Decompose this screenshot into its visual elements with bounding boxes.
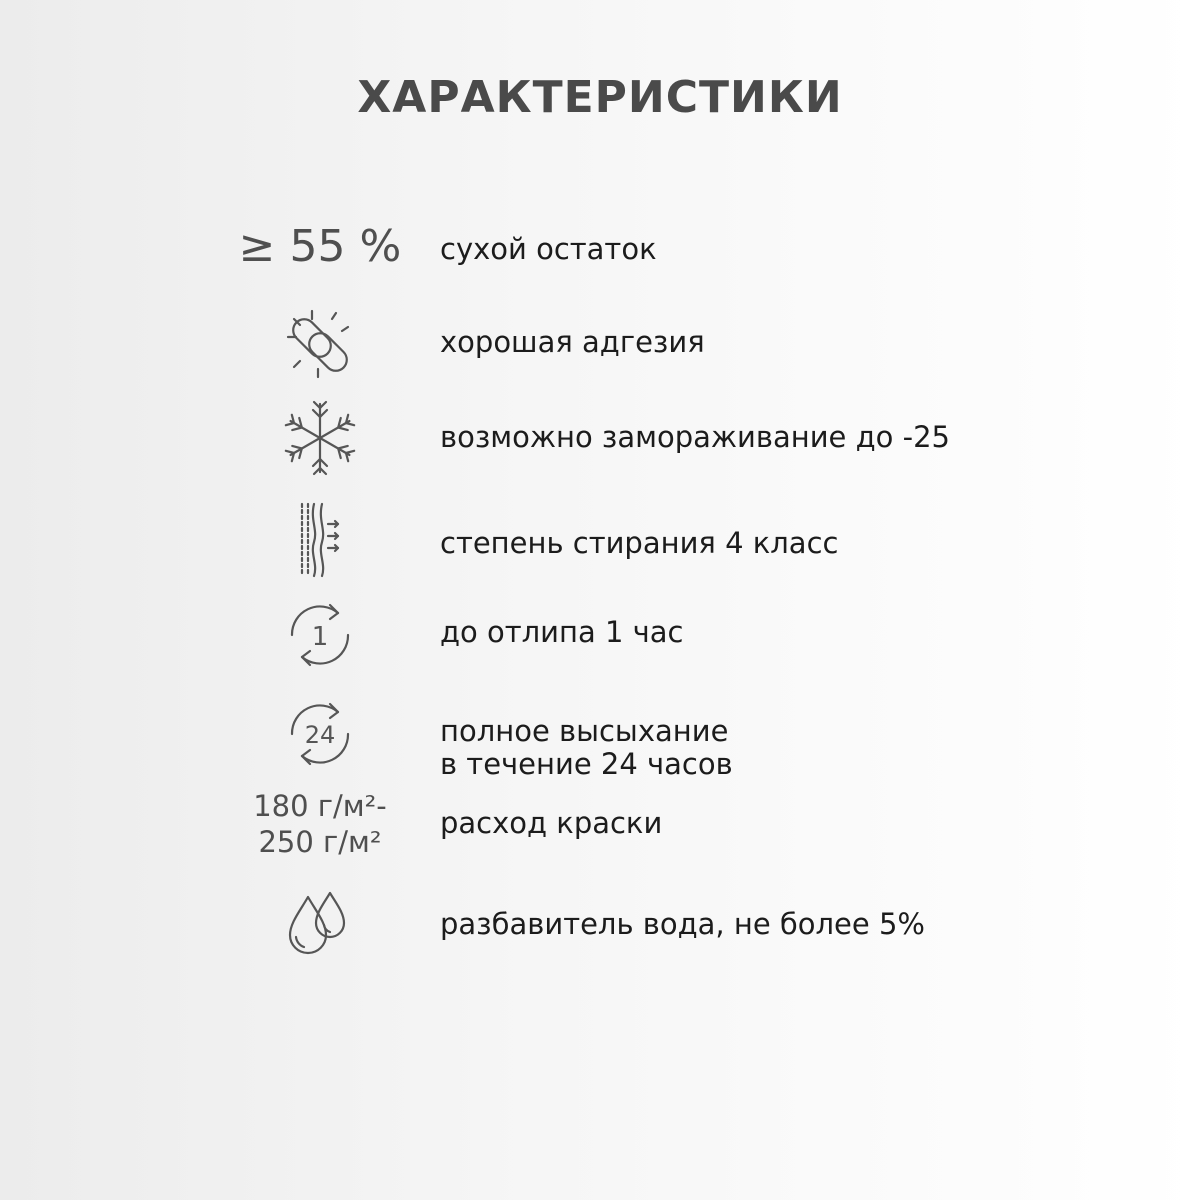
tack-free-label: до отлипа 1 час xyxy=(440,615,684,649)
clock-24-number: 24 xyxy=(304,721,336,749)
clock-1-icon xyxy=(280,595,360,675)
snowflake-icon xyxy=(280,398,360,478)
full-dry-label-line2: в течение 24 часов xyxy=(440,747,733,781)
water-drops-icon xyxy=(280,885,360,965)
clock-24-icon xyxy=(280,694,360,774)
consumption-value-line1: 180 г/м²- xyxy=(253,789,387,823)
dry-residue-value: ≥ 55 % xyxy=(238,221,402,272)
full-dry-label-line1: полное высыхание xyxy=(440,714,729,748)
consumption-value-line2: 250 г/м² xyxy=(258,825,382,859)
abrasion-icon xyxy=(280,500,360,580)
page-title: ХАРАКТЕРИСТИКИ xyxy=(357,72,843,123)
adhesion-label: хорошая адгезия xyxy=(440,325,705,359)
chain-link-icon xyxy=(280,305,360,385)
thinner-label: разбавитель вода, не более 5% xyxy=(440,907,925,941)
freezing-label: возможно замораживание до -25 xyxy=(440,420,950,454)
dry-residue-label: сухой остаток xyxy=(440,232,657,266)
abrasion-label: степень стирания 4 класс xyxy=(440,526,839,560)
clock-1-number: 1 xyxy=(311,622,329,652)
consumption-label: расход краски xyxy=(440,806,663,840)
